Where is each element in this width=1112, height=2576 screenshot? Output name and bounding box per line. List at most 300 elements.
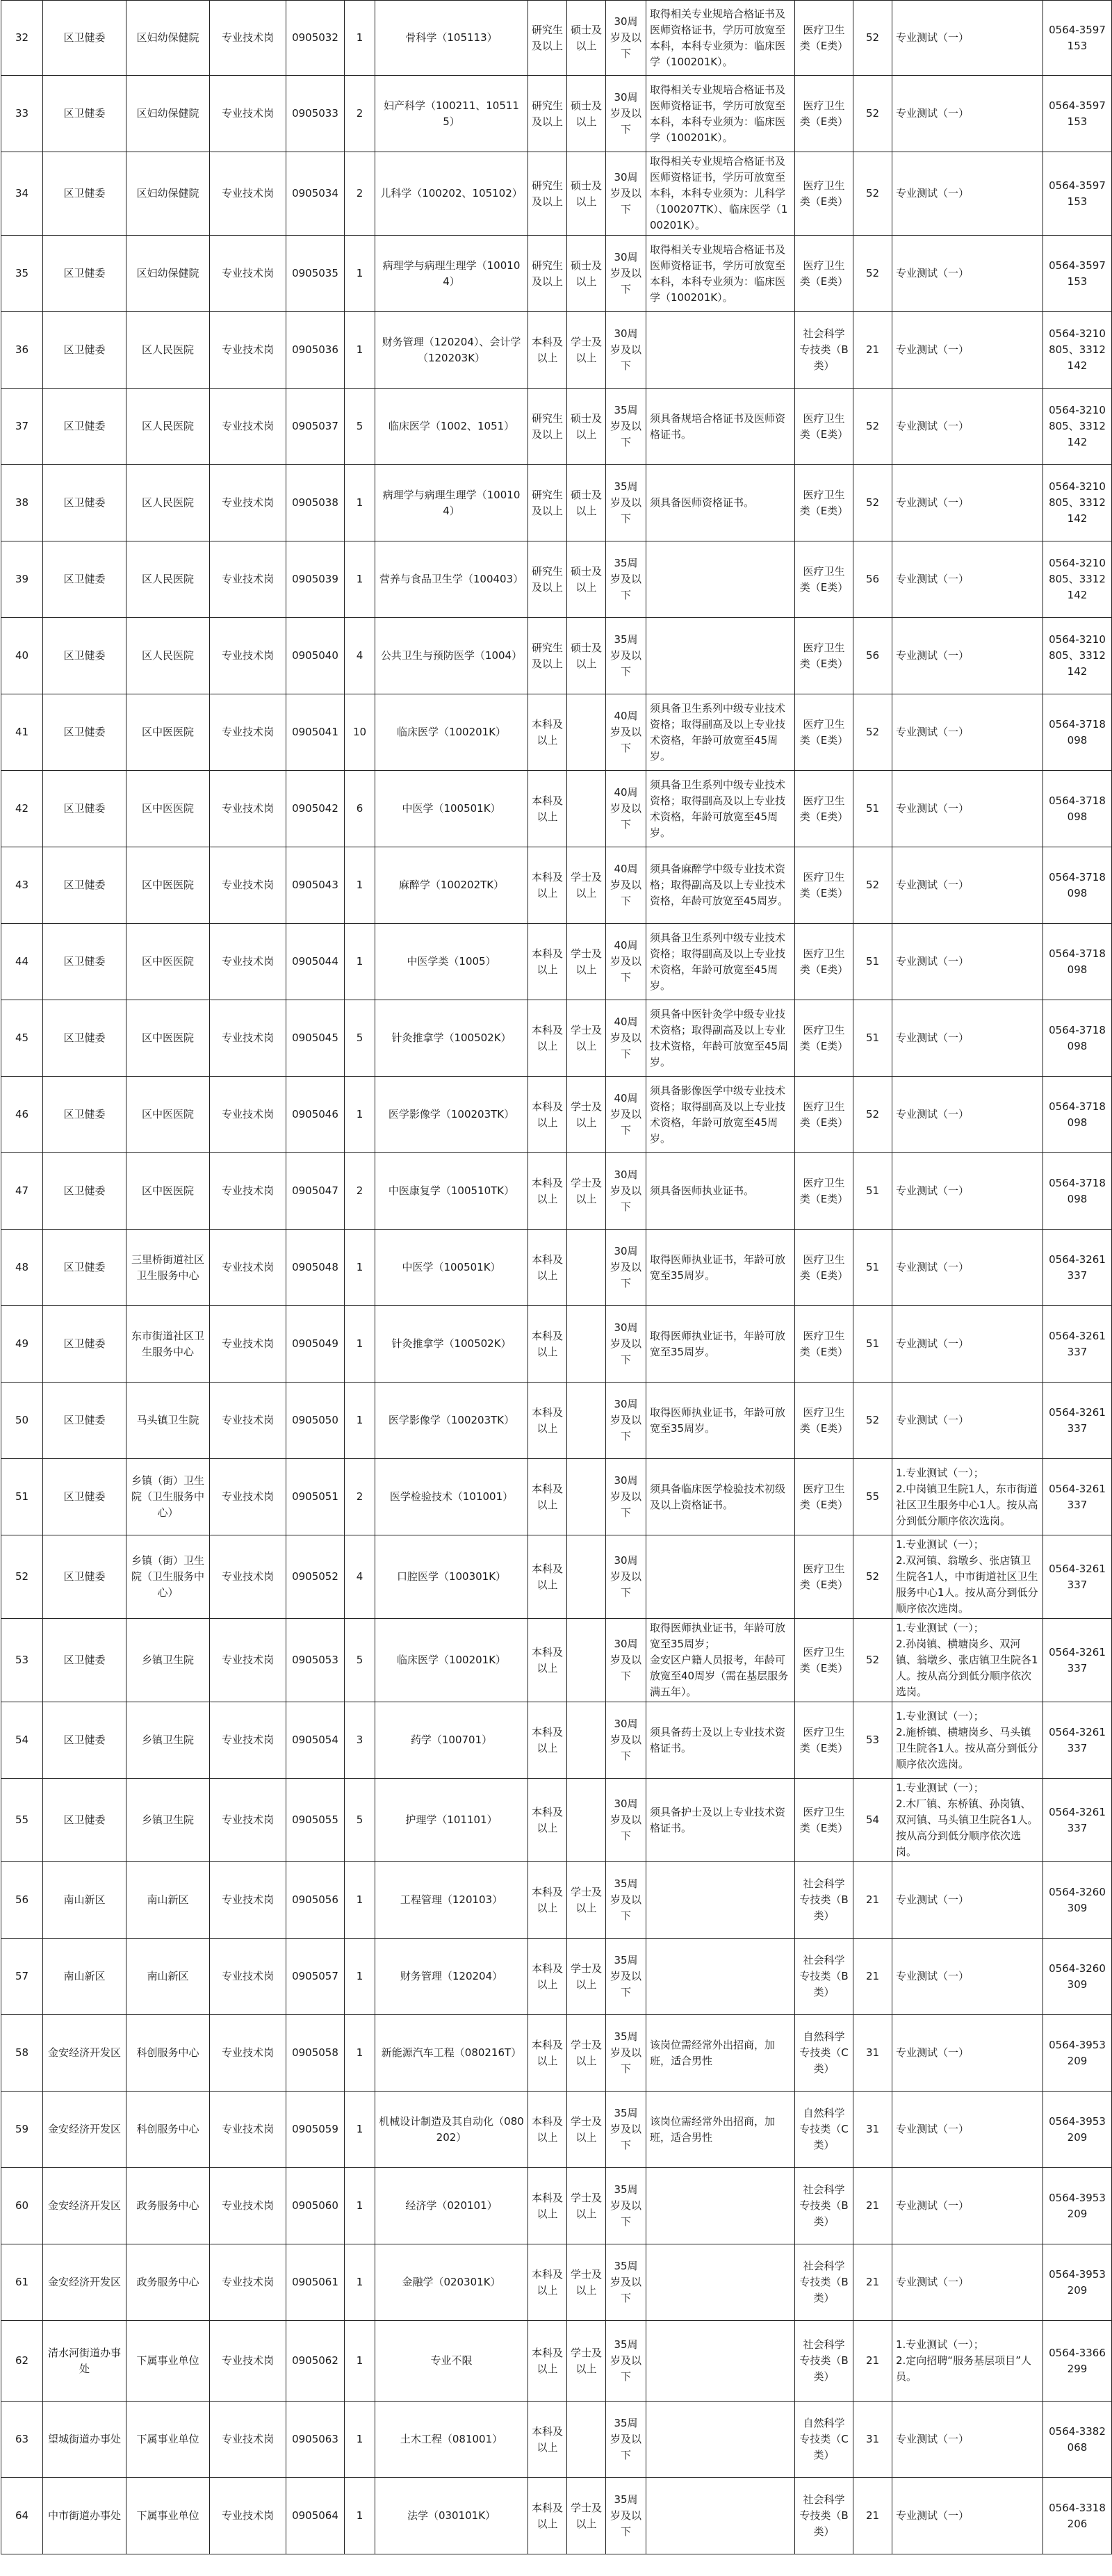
post-category-cell: 专业技术岗 [210, 2244, 286, 2321]
department-cell: 区卫健委 [43, 541, 126, 618]
post-category-cell: 专业技术岗 [210, 1459, 286, 1535]
exam-method-cell: 专业测试（一） [892, 1306, 1043, 1383]
other-requirements-cell [646, 2402, 795, 2478]
education-level-cell: 本科及以上 [528, 312, 567, 389]
post-category-cell: 专业技术岗 [210, 1702, 286, 1779]
post-code-cell: 0905046 [286, 1077, 345, 1153]
contact-phone-cell: 0564-3261337 [1043, 1535, 1112, 1619]
post-code-cell: 0905038 [286, 465, 345, 541]
table-row [1, 771, 1112, 847]
exam-code-cell: 21 [853, 2478, 892, 2554]
post-category-cell: 专业技术岗 [210, 236, 286, 312]
exam-method-cell: 专业测试（一） [892, 389, 1043, 465]
degree-level-cell: 硕士及以上 [567, 76, 606, 152]
row-number-cell: 35 [1, 236, 43, 312]
employer-unit-cell: 政务服务中心 [126, 2168, 210, 2244]
exam-code-cell: 52 [853, 1383, 892, 1459]
row-number-cell: 56 [1, 1862, 43, 1939]
contact-phone-cell: 0564-3953209 [1043, 2092, 1112, 2168]
post-category-cell: 专业技术岗 [210, 1, 286, 76]
row-number-cell: 48 [1, 1230, 43, 1306]
department-cell: 区卫健委 [43, 1077, 126, 1153]
exam-method-cell: 专业测试（一） [892, 2244, 1043, 2321]
row-number-cell: 44 [1, 924, 43, 1000]
table-row [1, 1702, 1112, 1779]
table-row [1, 2402, 1112, 2478]
exam-method-cell: 专业测试（一） [892, 1383, 1043, 1459]
employer-unit-cell: 下属事业单位 [126, 2321, 210, 2402]
hire-count-cell: 1 [345, 2402, 375, 2478]
post-category-cell: 专业技术岗 [210, 1779, 286, 1862]
exam-method-cell: 专业测试（一） [892, 312, 1043, 389]
major-requirement-cell: 专业不限 [375, 2321, 528, 2402]
post-category-cell: 专业技术岗 [210, 2015, 286, 2092]
contact-phone-cell: 0564-3382068 [1043, 2402, 1112, 2478]
exam-method-cell: 专业测试（一） [892, 1939, 1043, 2015]
row-number-cell: 64 [1, 2478, 43, 2554]
post-code-cell: 0905039 [286, 541, 345, 618]
education-level-cell: 本科及以上 [528, 847, 567, 924]
contact-phone-cell: 0564-3718098 [1043, 847, 1112, 924]
education-level-cell: 本科及以上 [528, 2092, 567, 2168]
age-limit-cell: 30周岁及以下 [606, 1535, 646, 1619]
hire-count-cell: 1 [345, 541, 375, 618]
other-requirements-cell [646, 1862, 795, 1939]
post-category-cell: 专业技术岗 [210, 312, 286, 389]
other-requirements-cell: 取得医师执业证书，年龄可放宽至35周岁。 [646, 1383, 795, 1459]
other-requirements-cell [646, 541, 795, 618]
age-limit-cell: 35周岁及以下 [606, 2402, 646, 2478]
degree-level-cell: 硕士及以上 [567, 541, 606, 618]
employer-unit-cell: 三里桥街道社区卫生服务中心 [126, 1230, 210, 1306]
hire-count-cell: 1 [345, 465, 375, 541]
other-requirements-cell [646, 2478, 795, 2554]
hire-count-cell: 1 [345, 2478, 375, 2554]
table-row [1, 1077, 1112, 1153]
exam-method-cell: 专业测试（一） [892, 1, 1043, 76]
other-requirements-cell [646, 1939, 795, 2015]
post-category-cell: 专业技术岗 [210, 618, 286, 694]
hire-count-cell: 2 [345, 1153, 375, 1230]
age-limit-cell: 35周岁及以下 [606, 618, 646, 694]
major-requirement-cell: 土木工程（081001） [375, 2402, 528, 2478]
exam-category-cell: 社会科学专技类（B类） [795, 1862, 853, 1939]
department-cell: 区卫健委 [43, 924, 126, 1000]
post-category-cell: 专业技术岗 [210, 1619, 286, 1702]
exam-category-cell: 医疗卫生类（E类） [795, 618, 853, 694]
other-requirements-cell: 须具备卫生系列中级专业技术资格；取得副高及以上专业技术资格，年龄可放宽至45周岁。 [646, 694, 795, 771]
employer-unit-cell: 区中医医院 [126, 694, 210, 771]
department-cell: 南山新区 [43, 1939, 126, 2015]
employer-unit-cell: 科创服务中心 [126, 2015, 210, 2092]
exam-category-cell: 医疗卫生类（E类） [795, 541, 853, 618]
exam-method-cell: 专业测试（一） [892, 76, 1043, 152]
exam-method-cell: 专业测试（一） [892, 2168, 1043, 2244]
exam-category-cell: 社会科学专技类（B类） [795, 2244, 853, 2321]
row-number-cell: 59 [1, 2092, 43, 2168]
hire-count-cell: 3 [345, 1702, 375, 1779]
education-level-cell: 本科及以上 [528, 2244, 567, 2321]
employer-unit-cell: 乡镇（街）卫生院（卫生服务中心） [126, 1459, 210, 1535]
exam-category-cell: 医疗卫生类（E类） [795, 76, 853, 152]
table-row [1, 2168, 1112, 2244]
contact-phone-cell: 0564-3953209 [1043, 2168, 1112, 2244]
exam-method-cell: 专业测试（一） [892, 2015, 1043, 2092]
contact-phone-cell: 0564-3718098 [1043, 924, 1112, 1000]
table-row [1, 618, 1112, 694]
other-requirements-cell [646, 2321, 795, 2402]
exam-method-cell: 专业测试（一） [892, 2478, 1043, 2554]
post-code-cell: 0905052 [286, 1535, 345, 1619]
post-code-cell: 0905044 [286, 924, 345, 1000]
age-limit-cell: 35周岁及以下 [606, 2168, 646, 2244]
department-cell: 区卫健委 [43, 1702, 126, 1779]
major-requirement-cell: 临床医学（1002、1051） [375, 389, 528, 465]
education-level-cell: 本科及以上 [528, 1939, 567, 2015]
row-number-cell: 61 [1, 2244, 43, 2321]
post-category-cell: 专业技术岗 [210, 2321, 286, 2402]
department-cell: 区卫健委 [43, 1459, 126, 1535]
age-limit-cell: 30周岁及以下 [606, 76, 646, 152]
age-limit-cell: 35周岁及以下 [606, 2092, 646, 2168]
age-limit-cell: 30周岁及以下 [606, 1779, 646, 1862]
education-level-cell: 本科及以上 [528, 1535, 567, 1619]
post-code-cell: 0905036 [286, 312, 345, 389]
major-requirement-cell: 中医学（100501K） [375, 1230, 528, 1306]
degree-level-cell: 学士及以上 [567, 1000, 606, 1077]
age-limit-cell: 35周岁及以下 [606, 2244, 646, 2321]
table-row [1, 2478, 1112, 2554]
exam-code-cell: 51 [853, 1000, 892, 1077]
row-number-cell: 54 [1, 1702, 43, 1779]
exam-category-cell: 医疗卫生类（E类） [795, 1153, 853, 1230]
other-requirements-cell: 取得相关专业规培合格证书及医师资格证书，学历可放宽至本科，本科专业须为：临床医学（100201K）。 [646, 1, 795, 76]
post-category-cell: 专业技术岗 [210, 847, 286, 924]
table-row [1, 1619, 1112, 1702]
exam-code-cell: 52 [853, 389, 892, 465]
exam-method-cell: 1.专业测试（一）； 2.木厂镇、东桥镇、孙岗镇、双河镇、马头镇卫生院各1人。按从高分到低分顺序依次选岗。 [892, 1779, 1043, 1862]
post-category-cell: 专业技术岗 [210, 1000, 286, 1077]
degree-level-cell: 学士及以上 [567, 1862, 606, 1939]
other-requirements-cell: 须具备卫生系列中级专业技术资格；取得副高及以上专业技术资格，年龄可放宽至45周岁。 [646, 924, 795, 1000]
hire-count-cell: 1 [345, 2092, 375, 2168]
other-requirements-cell: 须具备医师执业证书。 [646, 1153, 795, 1230]
row-number-cell: 45 [1, 1000, 43, 1077]
employer-unit-cell: 区妇幼保健院 [126, 76, 210, 152]
other-requirements-cell: 须具备影像医学中级专业技术资格；取得副高及以上专业技术资格，年龄可放宽至45周岁。 [646, 1077, 795, 1153]
row-number-cell: 51 [1, 1459, 43, 1535]
employer-unit-cell: 南山新区 [126, 1939, 210, 2015]
table-row [1, 924, 1112, 1000]
table-row [1, 1383, 1112, 1459]
major-requirement-cell: 针灸推拿学（100502K） [375, 1306, 528, 1383]
contact-phone-cell: 0564-3261337 [1043, 1230, 1112, 1306]
department-cell: 南山新区 [43, 1862, 126, 1939]
degree-level-cell [567, 1459, 606, 1535]
age-limit-cell: 35周岁及以下 [606, 1862, 646, 1939]
contact-phone-cell: 0564-3597153 [1043, 236, 1112, 312]
degree-level-cell: 学士及以上 [567, 847, 606, 924]
post-category-cell: 专业技术岗 [210, 1862, 286, 1939]
employer-unit-cell: 区中医医院 [126, 1000, 210, 1077]
exam-code-cell: 53 [853, 1702, 892, 1779]
post-code-cell: 0905056 [286, 1862, 345, 1939]
age-limit-cell: 40周岁及以下 [606, 771, 646, 847]
employer-unit-cell: 科创服务中心 [126, 2092, 210, 2168]
other-requirements-cell [646, 1535, 795, 1619]
other-requirements-cell: 取得相关专业规培合格证书及医师资格证书，学历可放宽至本科，本科专业须为：临床医学（100201K）。 [646, 76, 795, 152]
employer-unit-cell: 南山新区 [126, 1862, 210, 1939]
exam-category-cell: 医疗卫生类（E类） [795, 236, 853, 312]
contact-phone-cell: 0564-3210805、3312142 [1043, 389, 1112, 465]
exam-code-cell: 21 [853, 312, 892, 389]
major-requirement-cell: 骨科学（105113） [375, 1, 528, 76]
major-requirement-cell: 公共卫生与预防医学（1004） [375, 618, 528, 694]
employer-unit-cell: 政务服务中心 [126, 2244, 210, 2321]
other-requirements-cell [646, 618, 795, 694]
age-limit-cell: 30周岁及以下 [606, 152, 646, 236]
hire-count-cell: 1 [345, 1306, 375, 1383]
exam-code-cell: 52 [853, 76, 892, 152]
post-code-cell: 0905059 [286, 2092, 345, 2168]
post-category-cell: 专业技术岗 [210, 1077, 286, 1153]
department-cell: 区卫健委 [43, 465, 126, 541]
hire-count-cell: 1 [345, 924, 375, 1000]
employer-unit-cell: 东市街道社区卫生服务中心 [126, 1306, 210, 1383]
education-level-cell: 本科及以上 [528, 1230, 567, 1306]
department-cell: 区卫健委 [43, 771, 126, 847]
row-number-cell: 33 [1, 76, 43, 152]
exam-method-cell: 专业测试（一） [892, 1230, 1043, 1306]
contact-phone-cell: 0564-3718098 [1043, 1077, 1112, 1153]
education-level-cell: 本科及以上 [528, 1779, 567, 1862]
employer-unit-cell: 区妇幼保健院 [126, 1, 210, 76]
table-row [1, 312, 1112, 389]
employer-unit-cell: 区妇幼保健院 [126, 236, 210, 312]
degree-level-cell: 学士及以上 [567, 1939, 606, 2015]
table-row [1, 1, 1112, 76]
post-code-cell: 0905048 [286, 1230, 345, 1306]
department-cell: 区卫健委 [43, 312, 126, 389]
hire-count-cell: 1 [345, 1, 375, 76]
other-requirements-cell: 须具备规培合格证书及医师资格证书。 [646, 389, 795, 465]
exam-code-cell: 52 [853, 1619, 892, 1702]
table-body [1, 1, 1112, 2554]
post-code-cell: 0905053 [286, 1619, 345, 1702]
department-cell: 区卫健委 [43, 76, 126, 152]
post-code-cell: 0905040 [286, 618, 345, 694]
education-level-cell: 本科及以上 [528, 2478, 567, 2554]
major-requirement-cell: 口腔医学（100301K） [375, 1535, 528, 1619]
employer-unit-cell: 区人民医院 [126, 389, 210, 465]
row-number-cell: 46 [1, 1077, 43, 1153]
degree-level-cell: 硕士及以上 [567, 152, 606, 236]
exam-code-cell: 54 [853, 1779, 892, 1862]
post-code-cell: 0905051 [286, 1459, 345, 1535]
post-code-cell: 0905063 [286, 2402, 345, 2478]
major-requirement-cell: 医学影像学（100203TK） [375, 1077, 528, 1153]
table-row [1, 541, 1112, 618]
major-requirement-cell: 财务管理（120204）、会计学（120203K） [375, 312, 528, 389]
department-cell: 清水河街道办事处 [43, 2321, 126, 2402]
exam-method-cell: 1.专业测试（一）； 2.中岗镇卫生院1人，东市街道社区卫生服务中心1人。按从高分到低分顺序依次选岗。 [892, 1459, 1043, 1535]
row-number-cell: 37 [1, 389, 43, 465]
post-category-cell: 专业技术岗 [210, 541, 286, 618]
contact-phone-cell: 0564-3366299 [1043, 2321, 1112, 2402]
contact-phone-cell: 0564-3261337 [1043, 1779, 1112, 1862]
row-number-cell: 32 [1, 1, 43, 76]
employer-unit-cell: 区中医医院 [126, 924, 210, 1000]
post-code-cell: 0905033 [286, 76, 345, 152]
table-row [1, 1535, 1112, 1619]
hire-count-cell: 10 [345, 694, 375, 771]
hire-count-cell: 2 [345, 1459, 375, 1535]
exam-category-cell: 医疗卫生类（E类） [795, 1459, 853, 1535]
major-requirement-cell: 金融学（020301K） [375, 2244, 528, 2321]
table-row [1, 1862, 1112, 1939]
contact-phone-cell: 0564-3261337 [1043, 1383, 1112, 1459]
recruitment-table [1, 0, 1112, 2554]
contact-phone-cell: 0564-3261337 [1043, 1702, 1112, 1779]
row-number-cell: 42 [1, 771, 43, 847]
post-category-cell: 专业技术岗 [210, 1535, 286, 1619]
exam-code-cell: 51 [853, 771, 892, 847]
education-level-cell: 本科及以上 [528, 1619, 567, 1702]
exam-category-cell: 医疗卫生类（E类） [795, 847, 853, 924]
education-level-cell: 本科及以上 [528, 1000, 567, 1077]
exam-code-cell: 21 [853, 2244, 892, 2321]
exam-code-cell: 31 [853, 2015, 892, 2092]
post-code-cell: 0905049 [286, 1306, 345, 1383]
post-category-cell: 专业技术岗 [210, 1230, 286, 1306]
other-requirements-cell: 须具备卫生系列中级专业技术资格；取得副高及以上专业技术资格，年龄可放宽至45周岁。 [646, 771, 795, 847]
degree-level-cell: 学士及以上 [567, 2092, 606, 2168]
table-row [1, 465, 1112, 541]
exam-code-cell: 52 [853, 1, 892, 76]
hire-count-cell: 5 [345, 1000, 375, 1077]
post-code-cell: 0905042 [286, 771, 345, 847]
age-limit-cell: 30周岁及以下 [606, 1383, 646, 1459]
exam-code-cell: 51 [853, 924, 892, 1000]
employer-unit-cell: 区人民医院 [126, 465, 210, 541]
major-requirement-cell: 针灸推拿学（100502K） [375, 1000, 528, 1077]
education-level-cell: 本科及以上 [528, 1077, 567, 1153]
employer-unit-cell: 下属事业单位 [126, 2478, 210, 2554]
row-number-cell: 47 [1, 1153, 43, 1230]
department-cell: 区卫健委 [43, 847, 126, 924]
other-requirements-cell: 该岗位需经常外出招商，加班，适合男性 [646, 2092, 795, 2168]
department-cell: 区卫健委 [43, 152, 126, 236]
post-code-cell: 0905062 [286, 2321, 345, 2402]
contact-phone-cell: 0564-3260309 [1043, 1939, 1112, 2015]
department-cell: 金安经济开发区 [43, 2015, 126, 2092]
education-level-cell: 研究生及以上 [528, 541, 567, 618]
exam-category-cell: 医疗卫生类（E类） [795, 1535, 853, 1619]
row-number-cell: 49 [1, 1306, 43, 1383]
education-level-cell: 本科及以上 [528, 771, 567, 847]
employer-unit-cell: 区人民医院 [126, 618, 210, 694]
post-category-cell: 专业技术岗 [210, 924, 286, 1000]
exam-category-cell: 社会科学专技类（B类） [795, 1939, 853, 2015]
exam-method-cell: 专业测试（一） [892, 236, 1043, 312]
contact-phone-cell: 0564-3261337 [1043, 1459, 1112, 1535]
contact-phone-cell: 0564-3718098 [1043, 1000, 1112, 1077]
exam-code-cell: 51 [853, 1306, 892, 1383]
education-level-cell: 本科及以上 [528, 2015, 567, 2092]
hire-count-cell: 1 [345, 1230, 375, 1306]
contact-phone-cell: 0564-3210805、3312142 [1043, 618, 1112, 694]
major-requirement-cell: 法学（030101K） [375, 2478, 528, 2554]
other-requirements-cell: 取得相关专业规培合格证书及医师资格证书，学历可放宽至本科，本科专业须为：儿科学（100207TK）、临床医学（100201K）。 [646, 152, 795, 236]
exam-code-cell: 21 [853, 2321, 892, 2402]
major-requirement-cell: 新能源汽车工程（080216T） [375, 2015, 528, 2092]
department-cell: 区卫健委 [43, 694, 126, 771]
major-requirement-cell: 经济学（020101） [375, 2168, 528, 2244]
department-cell: 金安经济开发区 [43, 2092, 126, 2168]
exam-code-cell: 56 [853, 541, 892, 618]
other-requirements-cell: 取得相关专业规培合格证书及医师资格证书，学历可放宽至本科，本科专业须为：临床医学（100201K）。 [646, 236, 795, 312]
row-number-cell: 52 [1, 1535, 43, 1619]
exam-category-cell: 医疗卫生类（E类） [795, 1000, 853, 1077]
exam-code-cell: 31 [853, 2092, 892, 2168]
exam-code-cell: 52 [853, 847, 892, 924]
major-requirement-cell: 中医学（100501K） [375, 771, 528, 847]
contact-phone-cell: 0564-3210805、3312142 [1043, 465, 1112, 541]
other-requirements-cell: 须具备医师资格证书。 [646, 465, 795, 541]
exam-method-cell: 专业测试（一） [892, 924, 1043, 1000]
table-row [1, 2244, 1112, 2321]
hire-count-cell: 6 [345, 771, 375, 847]
degree-level-cell: 学士及以上 [567, 2015, 606, 2092]
post-category-cell: 专业技术岗 [210, 465, 286, 541]
exam-category-cell: 医疗卫生类（E类） [795, 924, 853, 1000]
post-category-cell: 专业技术岗 [210, 2092, 286, 2168]
department-cell: 区卫健委 [43, 1153, 126, 1230]
table-row [1, 1779, 1112, 1862]
education-level-cell: 本科及以上 [528, 694, 567, 771]
education-level-cell: 研究生及以上 [528, 465, 567, 541]
hire-count-cell: 1 [345, 312, 375, 389]
employer-unit-cell: 区中医医院 [126, 771, 210, 847]
hire-count-cell: 1 [345, 236, 375, 312]
exam-method-cell: 1.专业测试（一）； 2.施桥镇、横塘岗乡、马头镇卫生院各1人。按从高分到低分顺序依次选岗。 [892, 1702, 1043, 1779]
post-code-cell: 0905060 [286, 2168, 345, 2244]
degree-level-cell: 学士及以上 [567, 2321, 606, 2402]
exam-category-cell: 医疗卫生类（E类） [795, 1, 853, 76]
exam-category-cell: 医疗卫生类（E类） [795, 152, 853, 236]
exam-method-cell: 专业测试（一） [892, 152, 1043, 236]
exam-method-cell: 专业测试（一） [892, 1862, 1043, 1939]
other-requirements-cell: 须具备药士及以上专业技术资格证书。 [646, 1702, 795, 1779]
exam-category-cell: 医疗卫生类（E类） [795, 771, 853, 847]
exam-method-cell: 专业测试（一） [892, 541, 1043, 618]
education-level-cell: 研究生及以上 [528, 76, 567, 152]
contact-phone-cell: 0564-3953209 [1043, 2015, 1112, 2092]
degree-level-cell [567, 1779, 606, 1862]
table-row [1, 236, 1112, 312]
exam-category-cell: 医疗卫生类（E类） [795, 1383, 853, 1459]
education-level-cell: 本科及以上 [528, 2168, 567, 2244]
hire-count-cell: 1 [345, 1383, 375, 1459]
major-requirement-cell: 机械设计制造及其自动化（080202） [375, 2092, 528, 2168]
education-level-cell: 研究生及以上 [528, 1, 567, 76]
exam-category-cell: 医疗卫生类（E类） [795, 1306, 853, 1383]
row-number-cell: 39 [1, 541, 43, 618]
department-cell: 区卫健委 [43, 1383, 126, 1459]
department-cell: 望城街道办事处 [43, 2402, 126, 2478]
department-cell: 区卫健委 [43, 1306, 126, 1383]
department-cell: 区卫健委 [43, 1230, 126, 1306]
